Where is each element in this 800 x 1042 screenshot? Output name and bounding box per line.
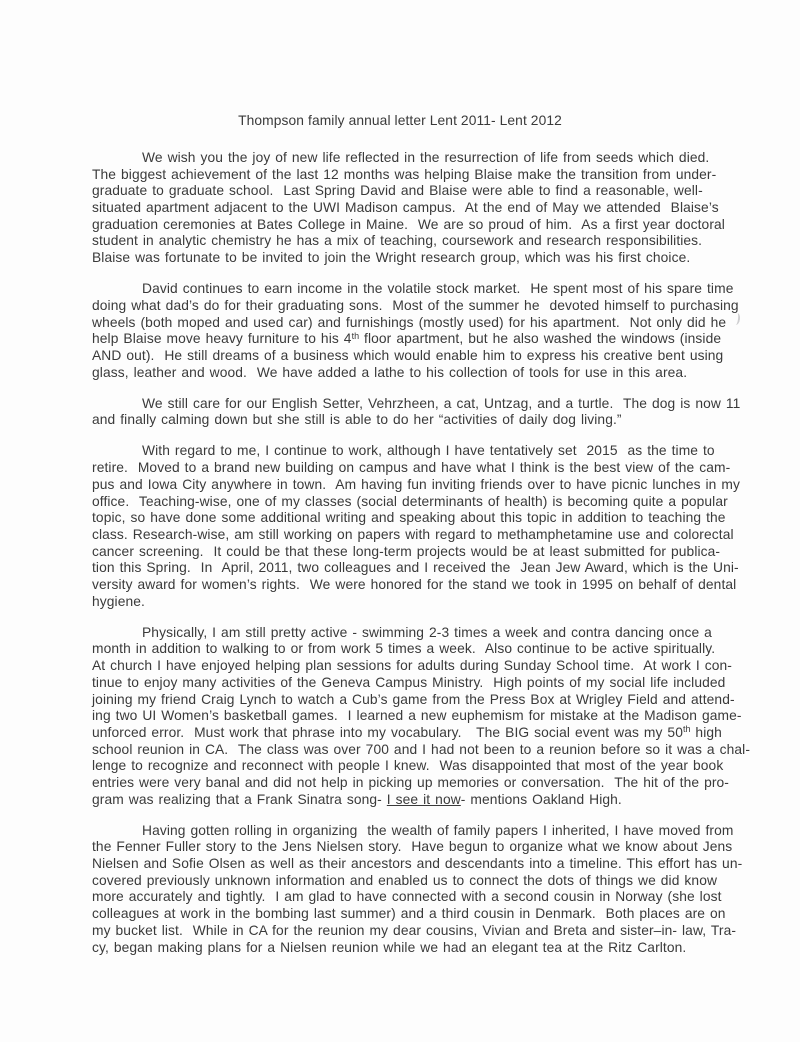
letter-line: month in addition to walking to or from work 5 times a week. Also continue to be active spiritually. bbox=[92, 641, 716, 657]
letter-line: cancer screening. It could be that these long-term projects would be at least submitted for publica- bbox=[92, 543, 721, 559]
letter-paragraph bbox=[92, 823, 744, 957]
letter-paragraph bbox=[92, 281, 744, 381]
letter-line: pus and Iowa City anywhere in town. Am having fun inviting friends over to have picnic lunches in my bbox=[92, 476, 740, 492]
letter-line: The biggest achievement of the last 12 months was helping Blaise make the transition from under- bbox=[92, 166, 717, 182]
letter-line: graduation ceremonies at Bates College in Maine. We are so proud of him. As a first year doctoral bbox=[92, 216, 725, 232]
letter-line: help Blaise move heavy furniture to his 4th floor apartment, but he also washed the windows (inside bbox=[92, 330, 722, 347]
letter-line: school reunion in CA. The class was over 700 and I had not been to a reunion before so it was a chal- bbox=[92, 741, 751, 757]
letter-line: wheels (both moped and used car) and furnishings (mostly used) for his apartment. Not only did he bbox=[92, 314, 727, 330]
letter-body bbox=[92, 150, 751, 971]
letter-line: class. Research-wise, am still working on papers with regard to methamphetamine use and colorectal bbox=[92, 526, 734, 542]
superscript-text: th bbox=[351, 330, 360, 341]
letter-paragraph bbox=[92, 150, 744, 267]
letter-line: colleagues at work in the bombing last summer) and a third cousin in Denmark. Both places are on bbox=[92, 906, 726, 922]
letter-line: At church I have enjoyed helping plan sessions for adults during Sunday School time. At work I con- bbox=[92, 658, 733, 674]
letter-line: With regard to me, I continue to work, although I have tentatively set 2015 as the time to bbox=[142, 443, 715, 459]
letter-line: David continues to earn income in the volatile stock market. He spent most of his spare time bbox=[142, 281, 734, 297]
letter-line: topic, so have done some additional writing and speaking about this topic in addition to teaching the bbox=[92, 510, 726, 526]
letter-line: We still care for our English Setter, Vehrzheen, a cat, Untzag, and a turtle. The dog is now 11 bbox=[142, 395, 741, 411]
letter-line: retire. Moved to a brand new building on campus and have what I think is the best view of the cam- bbox=[92, 460, 731, 476]
letter-paragraph bbox=[92, 443, 744, 610]
letter-line: glass, leather and wood. We have added a lathe to his collection of tools for use in this area. bbox=[92, 364, 688, 380]
letter-line: lenge to recognize and reconnect with people I knew. Was disappointed that most of the year book bbox=[92, 758, 724, 774]
letter-line: Having gotten rolling in organizing the wealth of family papers I inherited, I have moved from bbox=[142, 822, 734, 838]
letter-line: versity award for women’s rights. We were honored for the stand we took in 1995 on behalf of dental bbox=[92, 576, 737, 592]
letter-line: my bucket list. While in CA for the reunion my dear cousins, Vivian and Breta and sister–in- law, Tra- bbox=[92, 922, 737, 938]
letter-line: cy, began making plans for a Nielsen reunion while we had an elegant tea at the Ritz Carlton. bbox=[92, 939, 687, 955]
letter-title: Thompson family annual letter Lent 2011- Lent 2012 bbox=[238, 113, 562, 128]
letter-line: tinue to enjoy many activities of the Geneva Campus Ministry. High points of my social life included bbox=[92, 674, 726, 690]
letter-line: tion this Spring. In April, 2011, two colleagues and I received the Jean Jew Award, which is the Uni- bbox=[92, 560, 739, 576]
letter-line: unforced error. Must work that phrase into my vocabulary. The BIG social event was my 50th high bbox=[92, 724, 722, 740]
letter-line: entries were very banal and did not help in picking up memories or conversation. The hit of the pro- bbox=[92, 774, 730, 790]
letter-line: more accurately and tightly. I am glad to have connected with a second cousin in Norway (she lost bbox=[92, 889, 722, 905]
letter-line: and finally calming down but she still is able to do her “activities of daily dog living.” bbox=[92, 412, 622, 428]
letter-line: Nielsen and Sofie Olsen as well as their ancestors and descendants into a timeline. This effort has un- bbox=[92, 856, 743, 872]
letter-line: graduate to graduate school. Last Spring David and Blaise were able to find a reasonable, well- bbox=[92, 183, 703, 199]
letter-line: doing what dad’s do for their graduating sons. Most of the summer he devoted himself to purchasing bbox=[92, 297, 739, 313]
letter-paragraph bbox=[92, 396, 744, 429]
letter-line: covered previously unknown information and enabled us to connect the dots of things we did know bbox=[92, 872, 718, 888]
letter-line: joining my friend Craig Lynch to watch a Cub’s game from the Press Box at Wrigley Field and attend- bbox=[92, 691, 735, 707]
underlined-text: I see it now bbox=[386, 791, 461, 807]
letter-line: ing two UI Women’s basketball games. I learned a new euphemism for mistake at the Madison game- bbox=[92, 708, 742, 724]
letter-line: student in analytic chemistry he has a mix of teaching, coursework and research responsibilities. bbox=[92, 233, 703, 249]
letter-paragraph bbox=[92, 624, 751, 809]
letter-line: Physically, I am still pretty active - swimming 2-3 times a week and contra dancing once a bbox=[142, 624, 712, 640]
letter-line: office. Teaching-wise, one of my classes (social determinants of health) is becoming quite a popular bbox=[92, 493, 728, 509]
letter-line: the Fenner Fuller story to the Jens Nielsen story. Have begun to organize what we know about Jens bbox=[92, 839, 733, 855]
superscript-text: th bbox=[682, 724, 691, 735]
letter-line: situated apartment adjacent to the UWI Madison campus. At the end of May we attended Blaise’s bbox=[92, 200, 719, 216]
letter-line: Blaise was fortunate to be invited to join the Wright research group, which was his first choice. bbox=[92, 250, 691, 266]
letter-line: AND out). He still dreams of a business which would enable him to express his creative bent using bbox=[92, 347, 724, 363]
letter-line: We wish you the joy of new life reflected in the resurrection of life from seeds which died. bbox=[142, 150, 710, 165]
letter-line: gram was realizing that a Frank Sinatra song- I see it now- mentions Oakland High. bbox=[92, 791, 622, 807]
letter-line: hygiene. bbox=[92, 593, 145, 609]
